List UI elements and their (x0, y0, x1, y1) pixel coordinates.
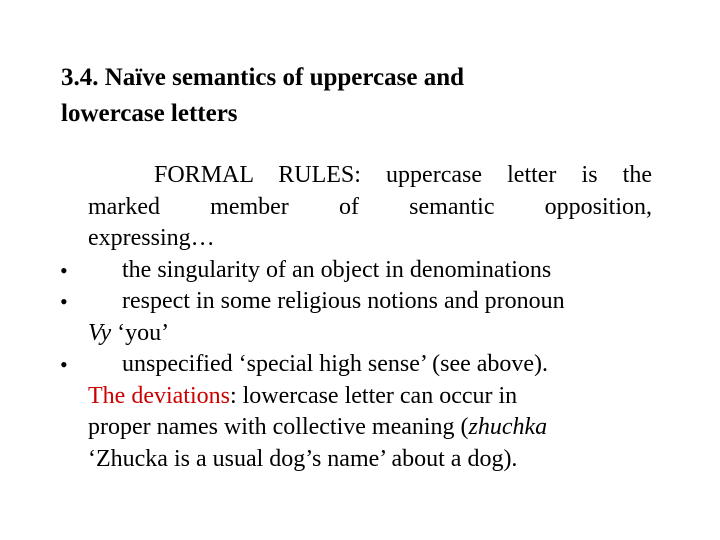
bullet-item-special-sense (60, 349, 652, 381)
bullet-item-respect (60, 286, 652, 349)
deviations-colon: : (229, 382, 237, 409)
bullet-text: respect in some religious notions and pronoun (122, 288, 565, 314)
pronoun-gloss: ‘you’ (111, 319, 170, 346)
formal-rules-line-3: expressing… (88, 225, 215, 251)
deviations-text: lowercase letter can occur in (236, 382, 518, 409)
deviations-line-2 (88, 412, 652, 444)
example-zhuchka: zhuchka (468, 414, 548, 440)
deviations-line-3: ‘Zhucka is a usual dog’s name’ about a dog). (88, 445, 518, 472)
bullet-icon: • (60, 289, 68, 314)
bullet-item-singularity (60, 255, 652, 287)
slide-body (60, 160, 652, 475)
deviations-paragraph (88, 381, 652, 476)
bullet-continuation (88, 318, 652, 350)
title-line-2: lowercase letters (61, 100, 238, 127)
pronoun-vy: Vy (88, 319, 112, 346)
formal-rules-paragraph (88, 160, 652, 255)
formal-rules-term: FORMAL RULES (154, 162, 355, 188)
bullet-text: unspecified ‘special high sense’ (see above). (122, 351, 549, 377)
bullet-icon: • (60, 257, 68, 283)
bullet-icon: • (60, 352, 68, 377)
formal-rules-line-2: marked member of semantic opposition, (88, 193, 652, 220)
formal-rules-text: uppercase letter is the (360, 162, 652, 188)
bullet-text: the singularity of an object in denominations (122, 256, 552, 283)
bullet-line (60, 286, 652, 318)
formal-rules-line-1 (88, 160, 652, 192)
deviations-term: The deviations (88, 382, 230, 409)
deviations-text-2: proper names with collective meaning ( (88, 414, 469, 440)
formal-rules-colon: : (354, 162, 361, 188)
slide-title (61, 60, 681, 132)
title-line-1: 3.4. Naïve semantics of uppercase and (61, 64, 465, 91)
deviations-line-1 (88, 381, 652, 413)
